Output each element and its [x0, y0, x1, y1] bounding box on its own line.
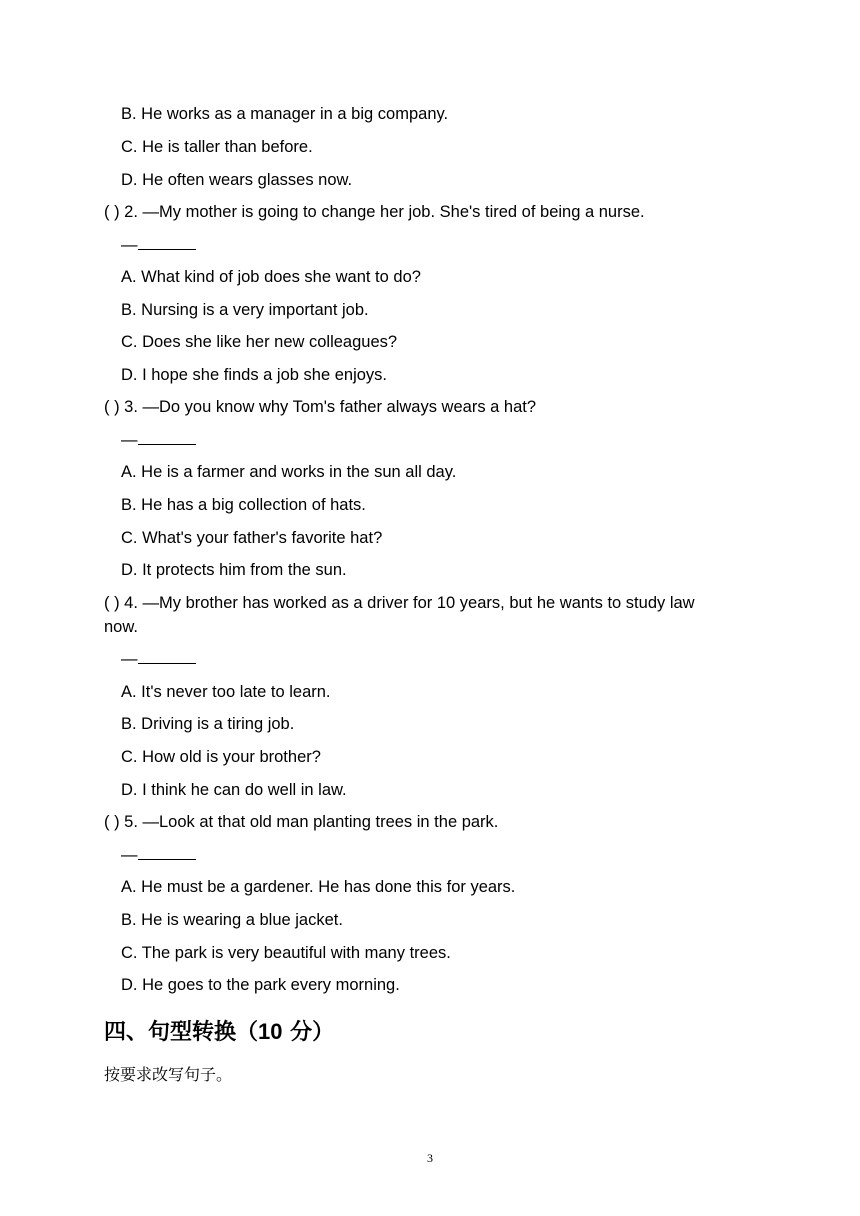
q3-option-b: B. He has a big collection of hats.: [121, 496, 366, 514]
q4-option-d: D. I think he can do well in law.: [121, 781, 347, 799]
q5-option-b: B. He is wearing a blue jacket.: [121, 911, 343, 929]
q3-dash: —: [121, 431, 138, 449]
q1-option-d: D. He often wears glasses now.: [121, 171, 353, 189]
q1-option-b: B. He works as a manager in a big company.: [121, 105, 449, 123]
q4-option-b: B. Driving is a tiring job.: [121, 715, 295, 733]
section-heading-prefix: 四、句型转换（: [104, 1019, 259, 1045]
q3-stem: ( ) 3. —Do you know why Tom's father always wears a hat?: [104, 398, 537, 416]
q5-option-c: C. The park is very beautiful with many trees.: [121, 944, 451, 962]
q5-stem: ( ) 5. —Look at that old man planting trees in the park.: [104, 813, 499, 831]
q4-blank: [138, 649, 196, 664]
q4-stem: ( ) 4. —My brother has worked as a driver for 10 years, but he wants to study law: [104, 594, 695, 612]
section-heading-suffix: 分）: [282, 1019, 335, 1045]
q3-option-c: C. What's your father's favorite hat?: [121, 529, 383, 547]
q5-answer-line: [121, 845, 196, 865]
q2-option-b: B. Nursing is a very important job.: [121, 301, 369, 319]
q2-option-c: C. Does she like her new colleagues?: [121, 333, 398, 351]
section-heading: [104, 1018, 334, 1046]
q2-blank: [138, 235, 196, 250]
q4-answer-line: [121, 649, 196, 669]
q2-stem: ( ) 2. —My mother is going to change her job. She's tired of being a nurse.: [104, 203, 645, 221]
section-points: 10: [258, 1019, 283, 1044]
q5-dash: —: [121, 846, 138, 864]
q3-option-d: D. It protects him from the sun.: [121, 561, 347, 579]
q3-option-a: A. He is a farmer and works in the sun all day.: [121, 463, 457, 481]
q2-option-a: A. What kind of job does she want to do?: [121, 268, 421, 286]
q2-answer-line: [121, 235, 196, 255]
q5-option-a: A. He must be a gardener. He has done this for years.: [121, 878, 516, 896]
section-instruction: 按要求改写句子。: [104, 1065, 233, 1084]
q4-option-a: A. It's never too late to learn.: [121, 683, 331, 701]
q4-stem-continuation: now.: [104, 618, 138, 636]
q2-dash: —: [121, 236, 138, 254]
q3-answer-line: [121, 430, 196, 450]
q4-option-c: C. How old is your brother?: [121, 748, 321, 766]
q1-option-c: C. He is taller than before.: [121, 138, 313, 156]
q3-blank: [138, 430, 196, 445]
q4-dash: —: [121, 650, 138, 668]
q5-option-d: D. He goes to the park every morning.: [121, 976, 400, 994]
q2-option-d: D. I hope she finds a job she enjoys.: [121, 366, 387, 384]
page-number: 3: [427, 1151, 433, 1165]
q5-blank: [138, 845, 196, 860]
